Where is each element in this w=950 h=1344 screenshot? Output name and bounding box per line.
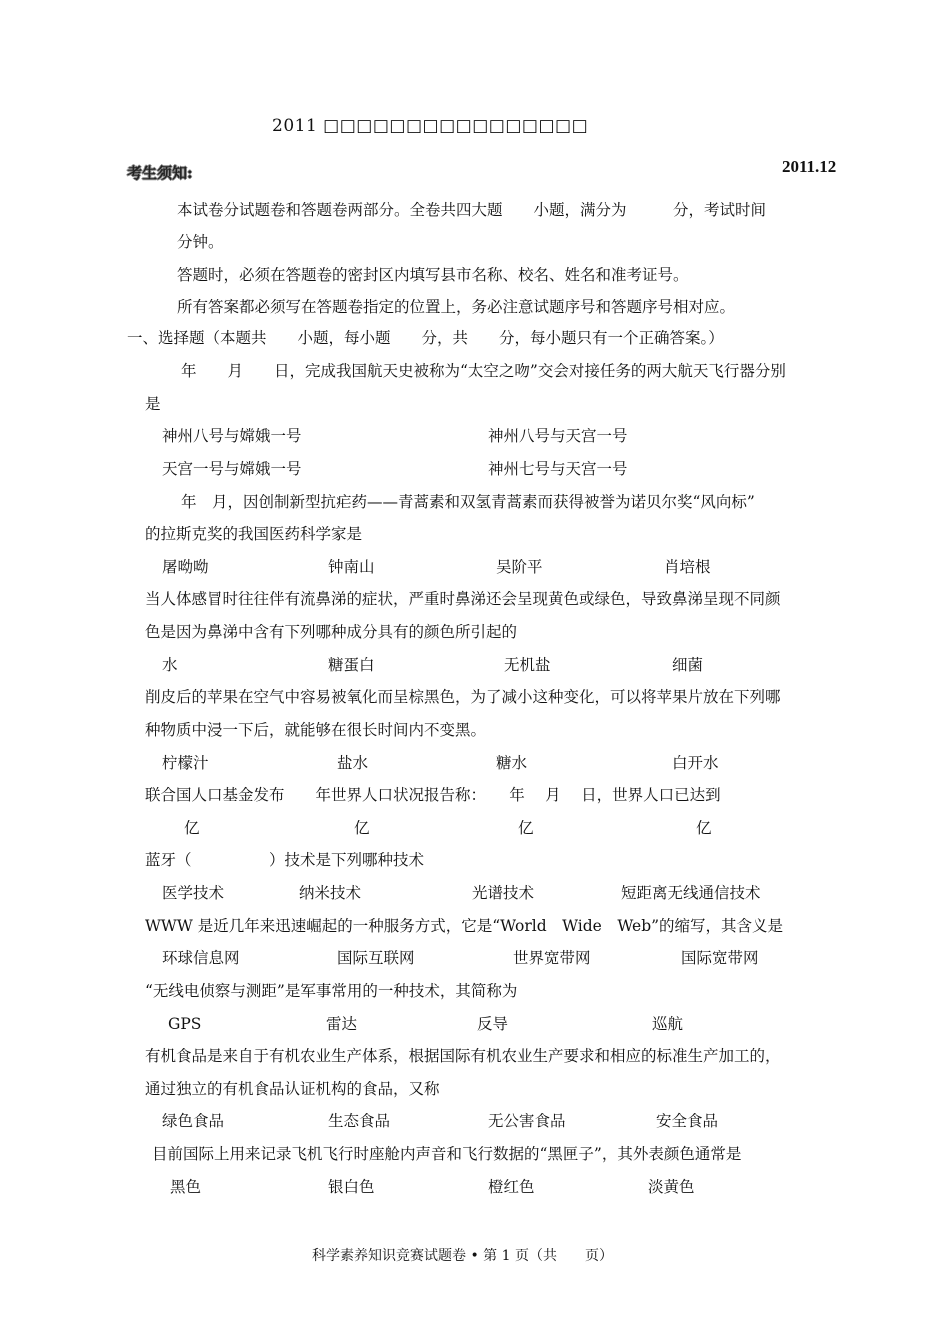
option: 橙红色 xyxy=(488,1178,535,1196)
option: 柠檬汁 xyxy=(162,754,209,772)
option: 黑色 xyxy=(170,1178,202,1196)
question-stem: 通过独立的有机食品认证机构的食品，又称 xyxy=(145,1080,440,1098)
notice-label: 考生须知: xyxy=(127,164,193,182)
option: 银白色 xyxy=(328,1178,375,1196)
option: 亿 xyxy=(184,819,200,837)
option: 无机盐 xyxy=(504,656,551,674)
option: 安全食品 xyxy=(656,1112,719,1130)
option: 国际互联网 xyxy=(337,949,415,967)
option: 生态食品 xyxy=(328,1112,391,1130)
exam-date: 2011.12 xyxy=(782,157,837,176)
question-stem: 年 月，因创制新型抗疟药——青蒿素和双氢青蒿素而获得被誉为诺贝尔奖“风向标” xyxy=(181,493,755,511)
option: 水 xyxy=(162,656,178,674)
option: 糖水 xyxy=(496,754,528,772)
option: 天宫一号与嫦娥一号 xyxy=(162,460,302,478)
option: 无公害食品 xyxy=(488,1112,566,1130)
question-stem: 种物质中浸一下后，就能够在很长时间内不变黑。 xyxy=(145,721,487,739)
option: 糖蛋白 xyxy=(328,656,375,674)
option: 世界宽带网 xyxy=(513,949,591,967)
option: 雷达 xyxy=(326,1015,358,1033)
option: 钟南山 xyxy=(328,558,375,576)
option: 白开水 xyxy=(672,754,719,772)
question-stem: 色是因为鼻涕中含有下列哪种成分具有的颜色所引起的 xyxy=(145,623,518,641)
option: 神州七号与天宫一号 xyxy=(488,460,628,478)
option: 环球信息网 xyxy=(162,949,240,967)
instruction-line: 所有答案都必须写在答题卷指定的位置上，务必注意试题序号和答题序号相对应。 xyxy=(177,298,736,316)
instruction-line: 答题时，必须在答题卷的密封区内填写县市名称、校名、姓名和准考证号。 xyxy=(177,266,689,284)
question-stem: “无线电侦察与测距”是军事常用的一种技术，其简称为 xyxy=(145,982,518,1000)
option: 亿 xyxy=(696,819,712,837)
option: 绿色食品 xyxy=(162,1112,225,1130)
option: 淡黄色 xyxy=(648,1178,695,1196)
page-footer: 科学素养知识竞赛试题卷 • 第 1 页（共 页） xyxy=(312,1248,613,1264)
question-stem: 蓝牙（ ）技术是下列哪种技术 xyxy=(145,851,425,869)
option: 反导 xyxy=(477,1015,509,1033)
option: GPS xyxy=(168,1015,202,1033)
page-title: 2011 □□□□□□□□□□□□□□□□ xyxy=(272,116,589,136)
option: 医学技术 xyxy=(162,884,225,902)
question-stem: 的拉斯克奖的我国医药科学家是 xyxy=(145,525,363,543)
question-stem: WWW 是近几年来迅速崛起的一种服务方式，它是“World Wide Web”的缩写，其含义是 xyxy=(145,917,784,935)
option: 短距离无线通信技术 xyxy=(621,884,761,902)
option: 屠呦呦 xyxy=(162,558,209,576)
option: 纳米技术 xyxy=(299,884,362,902)
option: 盐水 xyxy=(337,754,369,772)
option: 吴阶平 xyxy=(496,558,543,576)
question-stem: 是 xyxy=(145,395,161,413)
option: 亿 xyxy=(354,819,370,837)
option: 国际宽带网 xyxy=(681,949,759,967)
question-stem: 有机食品是来自于有机农业生产体系，根据国际有机农业生产要求和相应的标准生产加工的， xyxy=(145,1047,781,1065)
option: 神州八号与天宫一号 xyxy=(488,427,628,445)
question-stem: 联合国人口基金发布 年世界人口状况报告称： 年 月 日，世界人口已达到 xyxy=(145,786,721,804)
question-stem: 年 月 日，完成我国航天史被称为“太空之吻”交会对接任务的两大航天飞行器分别 xyxy=(181,362,786,380)
question-stem: 削皮后的苹果在空气中容易被氧化而呈棕黑色，为了减小这种变化，可以将苹果片放在下列哪 xyxy=(145,688,781,706)
question-stem: 目前国际上用来记录飞机飞行时座舱内声音和飞行数据的“黑匣子”，其外表颜色通常是 xyxy=(152,1145,742,1163)
instruction-line: 本试卷分试题卷和答题卷两部分。全卷共四大题 小题，满分为 分，考试时间 xyxy=(177,201,767,219)
option: 肖培根 xyxy=(664,558,711,576)
option: 细菌 xyxy=(672,656,704,674)
section-heading: 一、选择题（本题共 小题，每小题 分，共 分，每小题只有一个正确答案。） xyxy=(127,329,724,347)
instruction-line: 分钟。 xyxy=(177,233,224,251)
question-stem: 当人体感冒时往往伴有流鼻涕的症状，严重时鼻涕还会呈现黄色或绿色，导致鼻涕呈现不同颜 xyxy=(145,590,781,608)
option: 亿 xyxy=(518,819,534,837)
option: 神州八号与嫦娥一号 xyxy=(162,427,302,445)
option: 巡航 xyxy=(652,1015,684,1033)
option: 光谱技术 xyxy=(472,884,535,902)
